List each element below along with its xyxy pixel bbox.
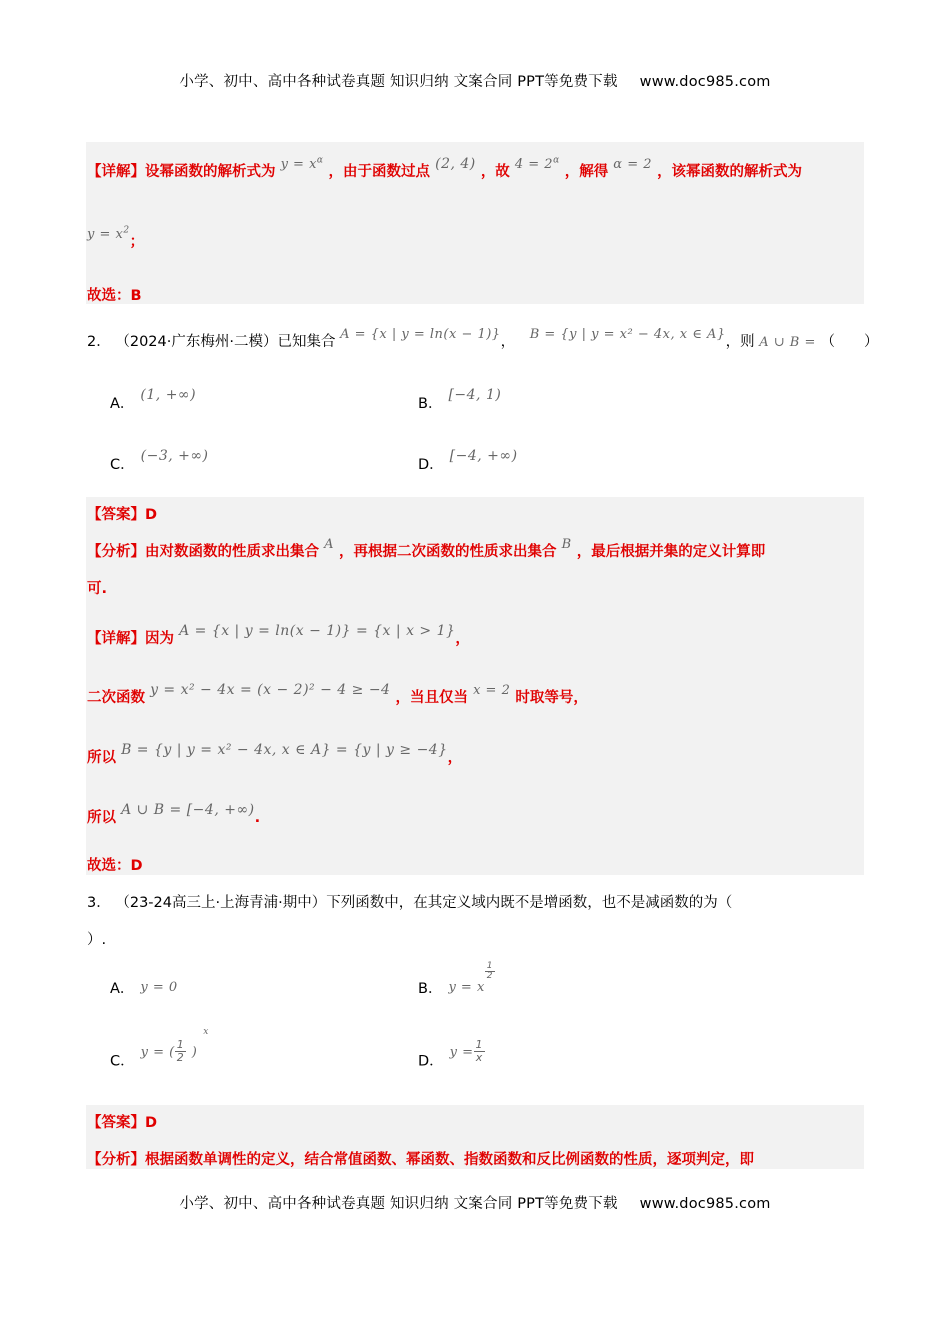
footer-text: 小学、初中、高中各种试卷真题 知识归纳 文案合同 PPT等免费下载: [179, 1196, 618, 1212]
question-2: 2． （2024·广东梅州·二模）已知集合 A = {x | y = ln(x − 1)}， B = {y | y = x² − 4x, x ∈ A}，则 A ∪ B = （ ）: [87, 327, 879, 350]
question-3: 3． （23-24高三上·上海青浦·期中）下列函数中，在其定义域内既不是增函数，也不是减函数的为（: [87, 895, 733, 911]
q2-analysis-cont: 可.: [87, 581, 108, 597]
page-header: [0, 70, 950, 91]
q3-option-c[interactable]: C．y = ( $\frac{1}{2}$ )$^x$: [110, 1026, 209, 1070]
q2-analysis: 【分析】由对数函数的性质求出集合 A ，再根据二次函数的性质求出集合 B ，最后根据并集的定义计算即: [87, 537, 766, 560]
footer-url[interactable]: www.doc985.com: [639, 1196, 771, 1212]
q3-option-a[interactable]: A． y = 0: [110, 980, 178, 997]
header-text: 小学、初中、高中各种试卷真题 知识归纳 文案合同 PPT等免费下载: [179, 74, 618, 90]
header-url[interactable]: www.doc985.com: [639, 74, 771, 90]
q2-detail-1: 【详解】因为 A = {x | y = ln(x − 1)} = {x | x > 1}，: [87, 623, 470, 647]
q3-option-d[interactable]: D．y = $\frac{1}{x}$: [418, 1038, 483, 1070]
q3-analysis: 【分析】根据函数单调性的定义，结合常值函数、幂函数、指数函数和反比例函数的性质，逐项判定，即: [87, 1152, 754, 1168]
q2-detail-4: 所以 A ∪ B = [−4, +∞).: [87, 802, 261, 826]
detail-line-2: $y = x^2$；: [87, 225, 145, 250]
detail-line-1: 【详解】设幂函数的解析式为 $y = x^\alpha$ ，由于函数过点 (2, 4) ，故 $4 = 2^\alpha$ ，解得 α = 2 ，该幂函数的解析式为: [87, 155, 803, 180]
choose-1: 故选：B: [87, 288, 142, 304]
choose-2: 故选：D: [87, 858, 143, 874]
q2-option-b[interactable]: B．[−4, 1): [418, 387, 502, 412]
q3-option-b[interactable]: B． y = x $\frac{1}{2}$: [418, 960, 493, 997]
q2-answer: 【答案】D: [87, 507, 158, 523]
q2-option-d[interactable]: D．[−4, +∞): [418, 448, 518, 473]
q2-option-a[interactable]: A．(1, +∞): [110, 387, 197, 412]
question-3-cont: ）.: [87, 932, 107, 948]
q2-option-c[interactable]: C．(−3, +∞): [110, 448, 209, 473]
q2-detail-2: 二次函数 y = x² − 4x = (x − 2)² − 4 ≥ −4 ，当且仅当 x = 2 时取等号，: [87, 682, 588, 706]
q2-detail-3: 所以 B = {y | y = x² − 4x, x ∈ A} = {y | y ≥ −4}，: [87, 742, 463, 766]
page-footer: [0, 1192, 950, 1213]
q3-answer: 【答案】D: [87, 1115, 158, 1131]
